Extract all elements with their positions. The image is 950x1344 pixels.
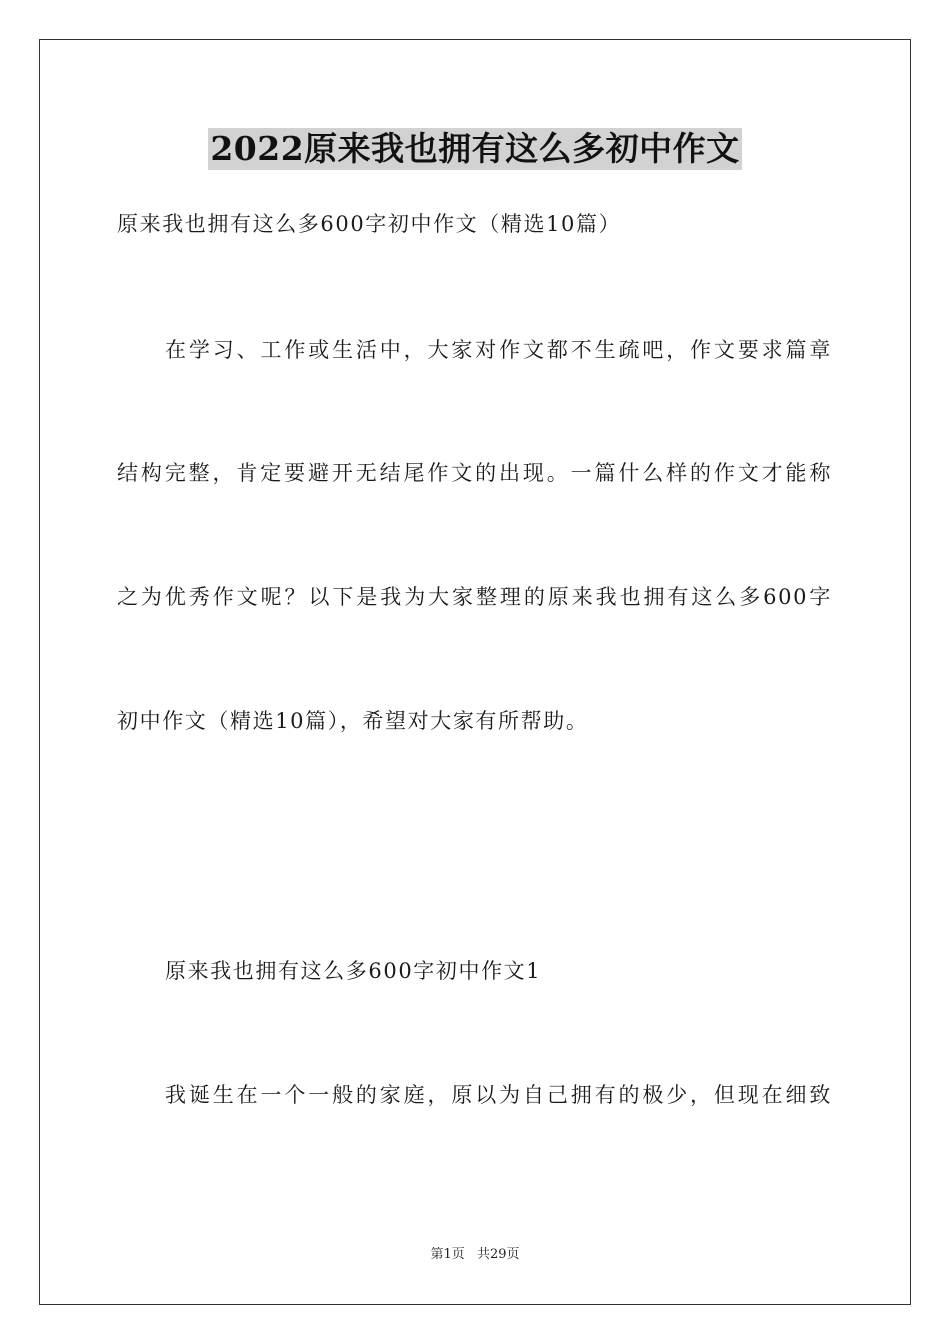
intro-line-3: 之为优秀作文呢？以下是我为大家整理的原来我也拥有这么多600字 — [117, 585, 832, 609]
document-subtitle: 原来我也拥有这么多600字初中作文（精选10篇） — [117, 212, 622, 236]
intro-line-1: 在学习、工作或生活中，大家对作文都不生疏吧，作文要求篇章 — [165, 338, 832, 362]
document-title: 2022原来我也拥有这么多初中作文 — [210, 129, 740, 168]
page-footer — [0, 1246, 950, 1264]
intro-line-2: 结构完整，肯定要避开无结尾作文的出现。一篇什么样的作文才能称 — [117, 461, 832, 485]
total-pages: 共29页 — [476, 1247, 520, 1262]
body-line-1: 我诞生在一个一般的家庭，原以为自己拥有的极少，但现在细致 — [165, 1083, 832, 1107]
section-heading: 原来我也拥有这么多600字初中作文1 — [165, 959, 542, 983]
intro-line-4: 初中作文（精选10篇），希望对大家有所帮助。 — [117, 709, 589, 733]
title-container — [0, 128, 950, 170]
page-number: 第1页 — [430, 1247, 465, 1262]
